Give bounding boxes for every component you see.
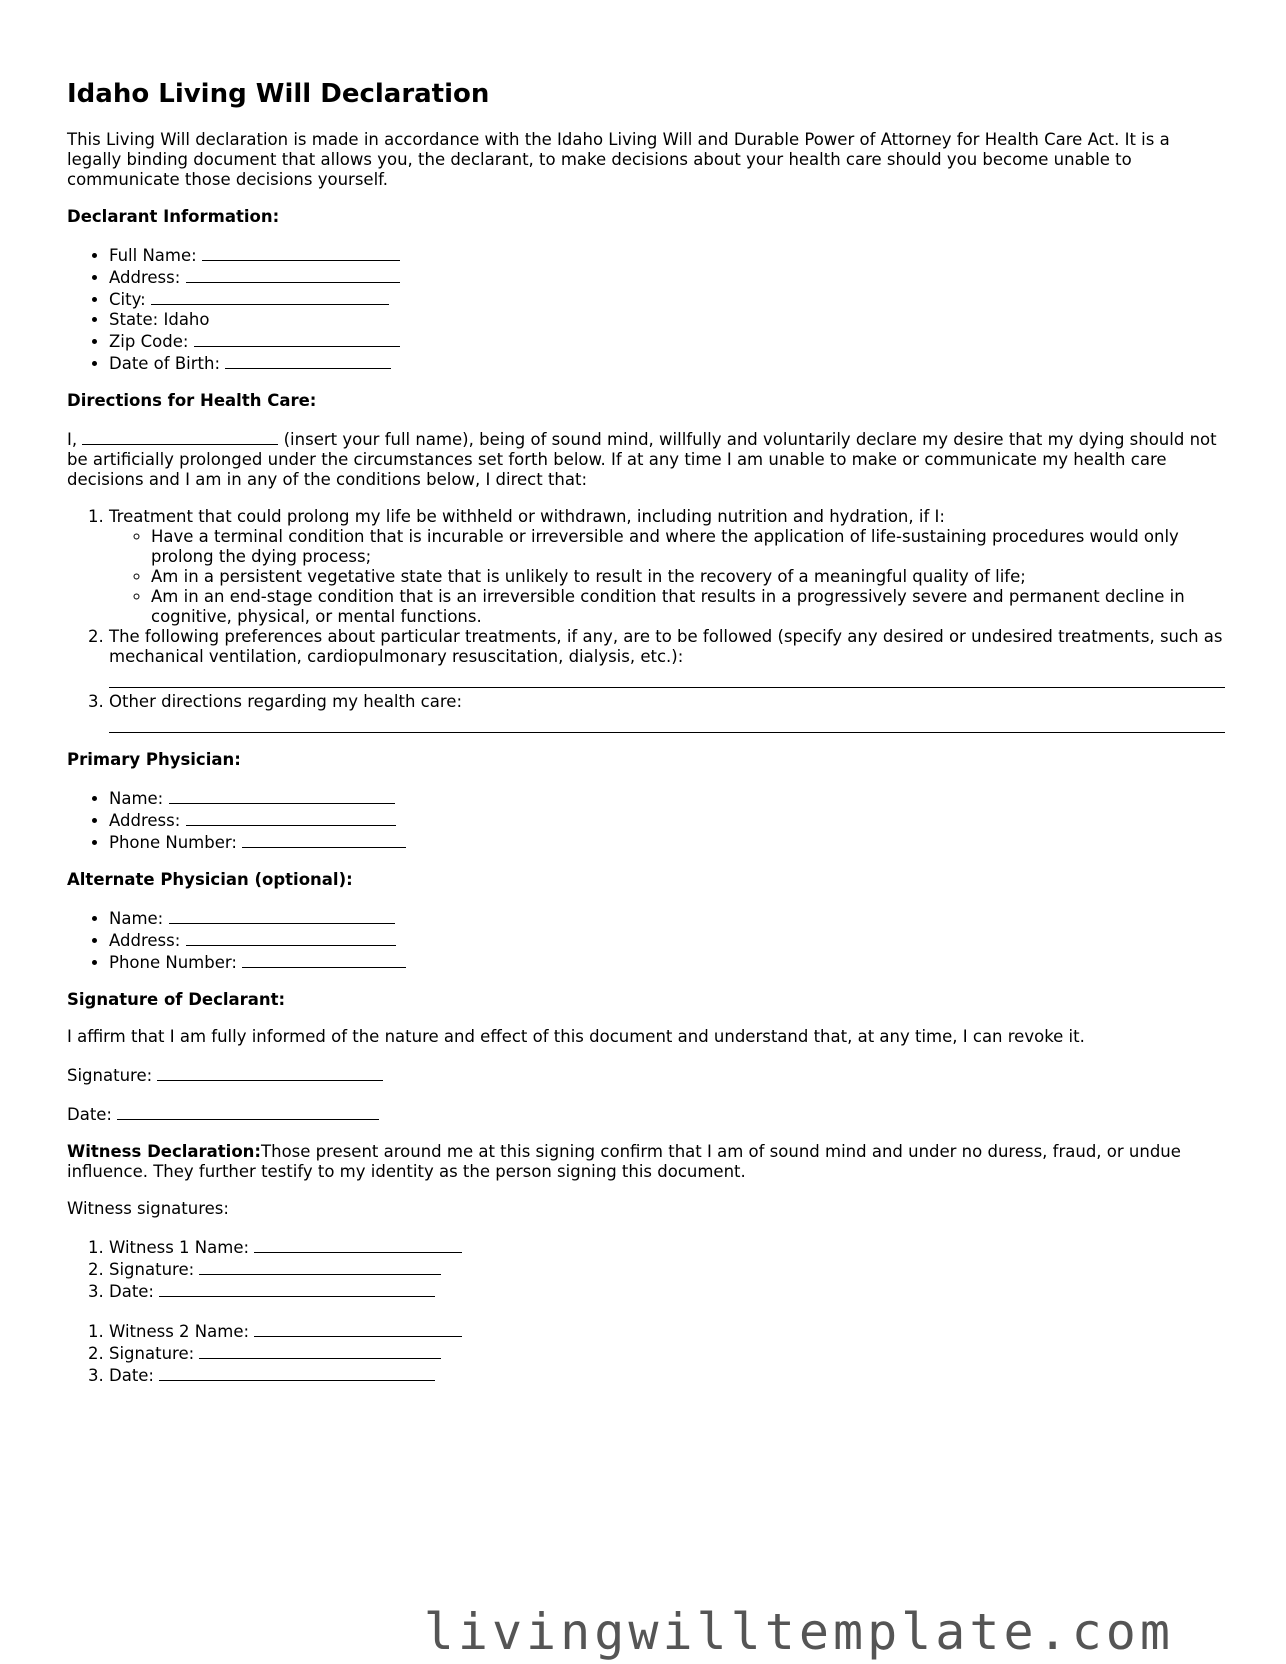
signature-heading: Signature of Declarant: [67, 990, 286, 1009]
list-item [109, 310, 1227, 330]
witness-paragraph [67, 1142, 1227, 1182]
directions-prefix: I, [67, 430, 78, 449]
list-item [109, 330, 1227, 352]
list-item [109, 907, 1227, 929]
list-item [109, 787, 1227, 809]
alternate-name-field[interactable] [169, 907, 395, 924]
witness-2-name-label: Witness 2 Name: [109, 1322, 250, 1341]
full-name-label: Full Name: [109, 246, 197, 265]
alternate-physician-heading: Alternate Physician (optional): [67, 870, 353, 889]
alternate-phone-field[interactable] [242, 951, 406, 968]
signature-field[interactable] [157, 1064, 383, 1081]
witness-2-name-field[interactable] [254, 1320, 462, 1337]
list-item [109, 951, 1227, 973]
witness-2-signature-field[interactable] [199, 1342, 441, 1359]
affirm-paragraph: I affirm that I am fully informed of the nature and effect of this document and understand that, at any time, I can revoke it. [67, 1027, 1085, 1046]
phone-label: Phone Number: [109, 953, 237, 972]
dob-field[interactable] [225, 352, 391, 369]
list-item [109, 352, 1227, 374]
list-item [109, 929, 1227, 951]
witness-2-date-label: Date: [109, 1366, 154, 1385]
list-item: ◦ Have a terminal condition that is incurable or irreversible and where the application of life-sustaining procedures would only prolong the dying process; [151, 527, 1227, 567]
city-field[interactable] [151, 288, 389, 305]
city-label: City: [109, 290, 146, 309]
other-directions-field[interactable] [109, 712, 1225, 733]
witness-1-name-field[interactable] [254, 1236, 462, 1253]
witness-declaration-label: Witness Declaration: [67, 1142, 262, 1161]
state-label: State: Idaho [109, 310, 210, 329]
list-item [109, 244, 1227, 266]
list-item: ◦ Am in an end-stage condition that is an irreversible condition that results in a progressively severe and permanent decline in cognitive, physical, or mental functions. [151, 587, 1227, 627]
primary-phone-field[interactable] [242, 831, 406, 848]
witness-1-name-label: Witness 1 Name: [109, 1238, 250, 1257]
witness-2-date-field[interactable] [159, 1364, 435, 1381]
full-name-field[interactable] [202, 244, 400, 261]
item1-text: Treatment that could prolong my life be withheld or withdrawn, including nutrition and hydration, if I: [109, 507, 945, 526]
address-field[interactable] [186, 266, 400, 283]
signature-label: Signature: [67, 1066, 153, 1085]
witness-1-signature-field[interactable] [199, 1258, 441, 1275]
address-label: Address: [109, 268, 181, 287]
list-item [109, 1258, 1227, 1280]
directions-heading: Directions for Health Care: [67, 391, 317, 410]
dob-label: Date of Birth: [109, 354, 221, 373]
alternate-physician-list [67, 907, 1227, 973]
condition-list [109, 527, 1227, 627]
item3-text: Other directions regarding my health care: [109, 692, 463, 711]
date-field[interactable] [117, 1103, 379, 1120]
directions-text: (insert your full name), being of sound mind, willfully and voluntarily declare my desire that my dying should not be artificially prolonged under the circumstances set forth below. If at any time I am unable to make or communicate my health care decisions and I am in any of the conditions below, I direct that: [67, 430, 1217, 489]
zip-label: Zip Code: [109, 332, 189, 351]
list-item [109, 266, 1227, 288]
list-item [109, 692, 1227, 733]
intro-paragraph: This Living Will declaration is made in accordance with the Idaho Living Will and Durable Power of Attorney for Health Care Act. It is a legally binding document that allows you, the declarant, to make decisions about your health care should you become unable to communicate those decisions yourself. [67, 130, 1170, 189]
witness-1-list [67, 1236, 1227, 1302]
declarant-name-field[interactable] [82, 428, 278, 445]
address-label: Address: [109, 931, 181, 950]
treatment-preferences-field[interactable] [109, 667, 1225, 688]
list-item [109, 627, 1227, 688]
list-item [109, 1236, 1227, 1258]
primary-physician-heading: Primary Physician: [67, 750, 241, 769]
list-item: ◦ Am in a persistent vegetative state that is unlikely to result in the recovery of a meaningful quality of life; [151, 567, 1227, 587]
date-line [67, 1103, 1227, 1125]
list-item [109, 831, 1227, 853]
page-title: Idaho Living Will Declaration [67, 79, 490, 109]
list-item [109, 1342, 1227, 1364]
witness-2-signature-label: Signature: [109, 1344, 195, 1363]
declarant-list [67, 244, 1227, 374]
witness-1-signature-label: Signature: [109, 1260, 195, 1279]
alternate-address-field[interactable] [186, 929, 396, 946]
document-page [67, 70, 1227, 1404]
list-item [109, 1364, 1227, 1386]
date-label: Date: [67, 1105, 112, 1124]
watermark: livingwilltemplate.com [423, 1603, 1174, 1661]
phone-label: Phone Number: [109, 833, 237, 852]
list-item [109, 809, 1227, 831]
item2-text: The following preferences about particular treatments, if any, are to be followed (specify any desired or undesired treatments, such as mechanical ventilation, cardiopulmonary resuscitation, dialysis, etc.): [109, 627, 1223, 666]
list-item [109, 507, 1227, 627]
list-item [109, 1280, 1227, 1302]
primary-physician-list [67, 787, 1227, 853]
signature-line [67, 1064, 1227, 1086]
list-item [109, 288, 1227, 310]
witness-signatures-label: Witness signatures: [67, 1199, 229, 1218]
declarant-heading: Declarant Information: [67, 207, 280, 226]
primary-address-field[interactable] [186, 809, 396, 826]
witness-1-date-field[interactable] [159, 1280, 435, 1297]
address-label: Address: [109, 811, 181, 830]
name-label: Name: [109, 909, 164, 928]
directions-paragraph [67, 428, 1227, 490]
name-label: Name: [109, 789, 164, 808]
list-item [109, 1320, 1227, 1342]
witness-2-list [67, 1320, 1227, 1386]
zip-field[interactable] [194, 330, 400, 347]
primary-name-field[interactable] [169, 787, 395, 804]
directions-list [67, 507, 1227, 733]
witness-1-date-label: Date: [109, 1282, 154, 1301]
witness-declaration-text: Those present around me at this signing confirm that I am of sound mind and under no duress, fraud, or undue influence. They further testify to my identity as the person signing this document. [67, 1142, 1181, 1181]
